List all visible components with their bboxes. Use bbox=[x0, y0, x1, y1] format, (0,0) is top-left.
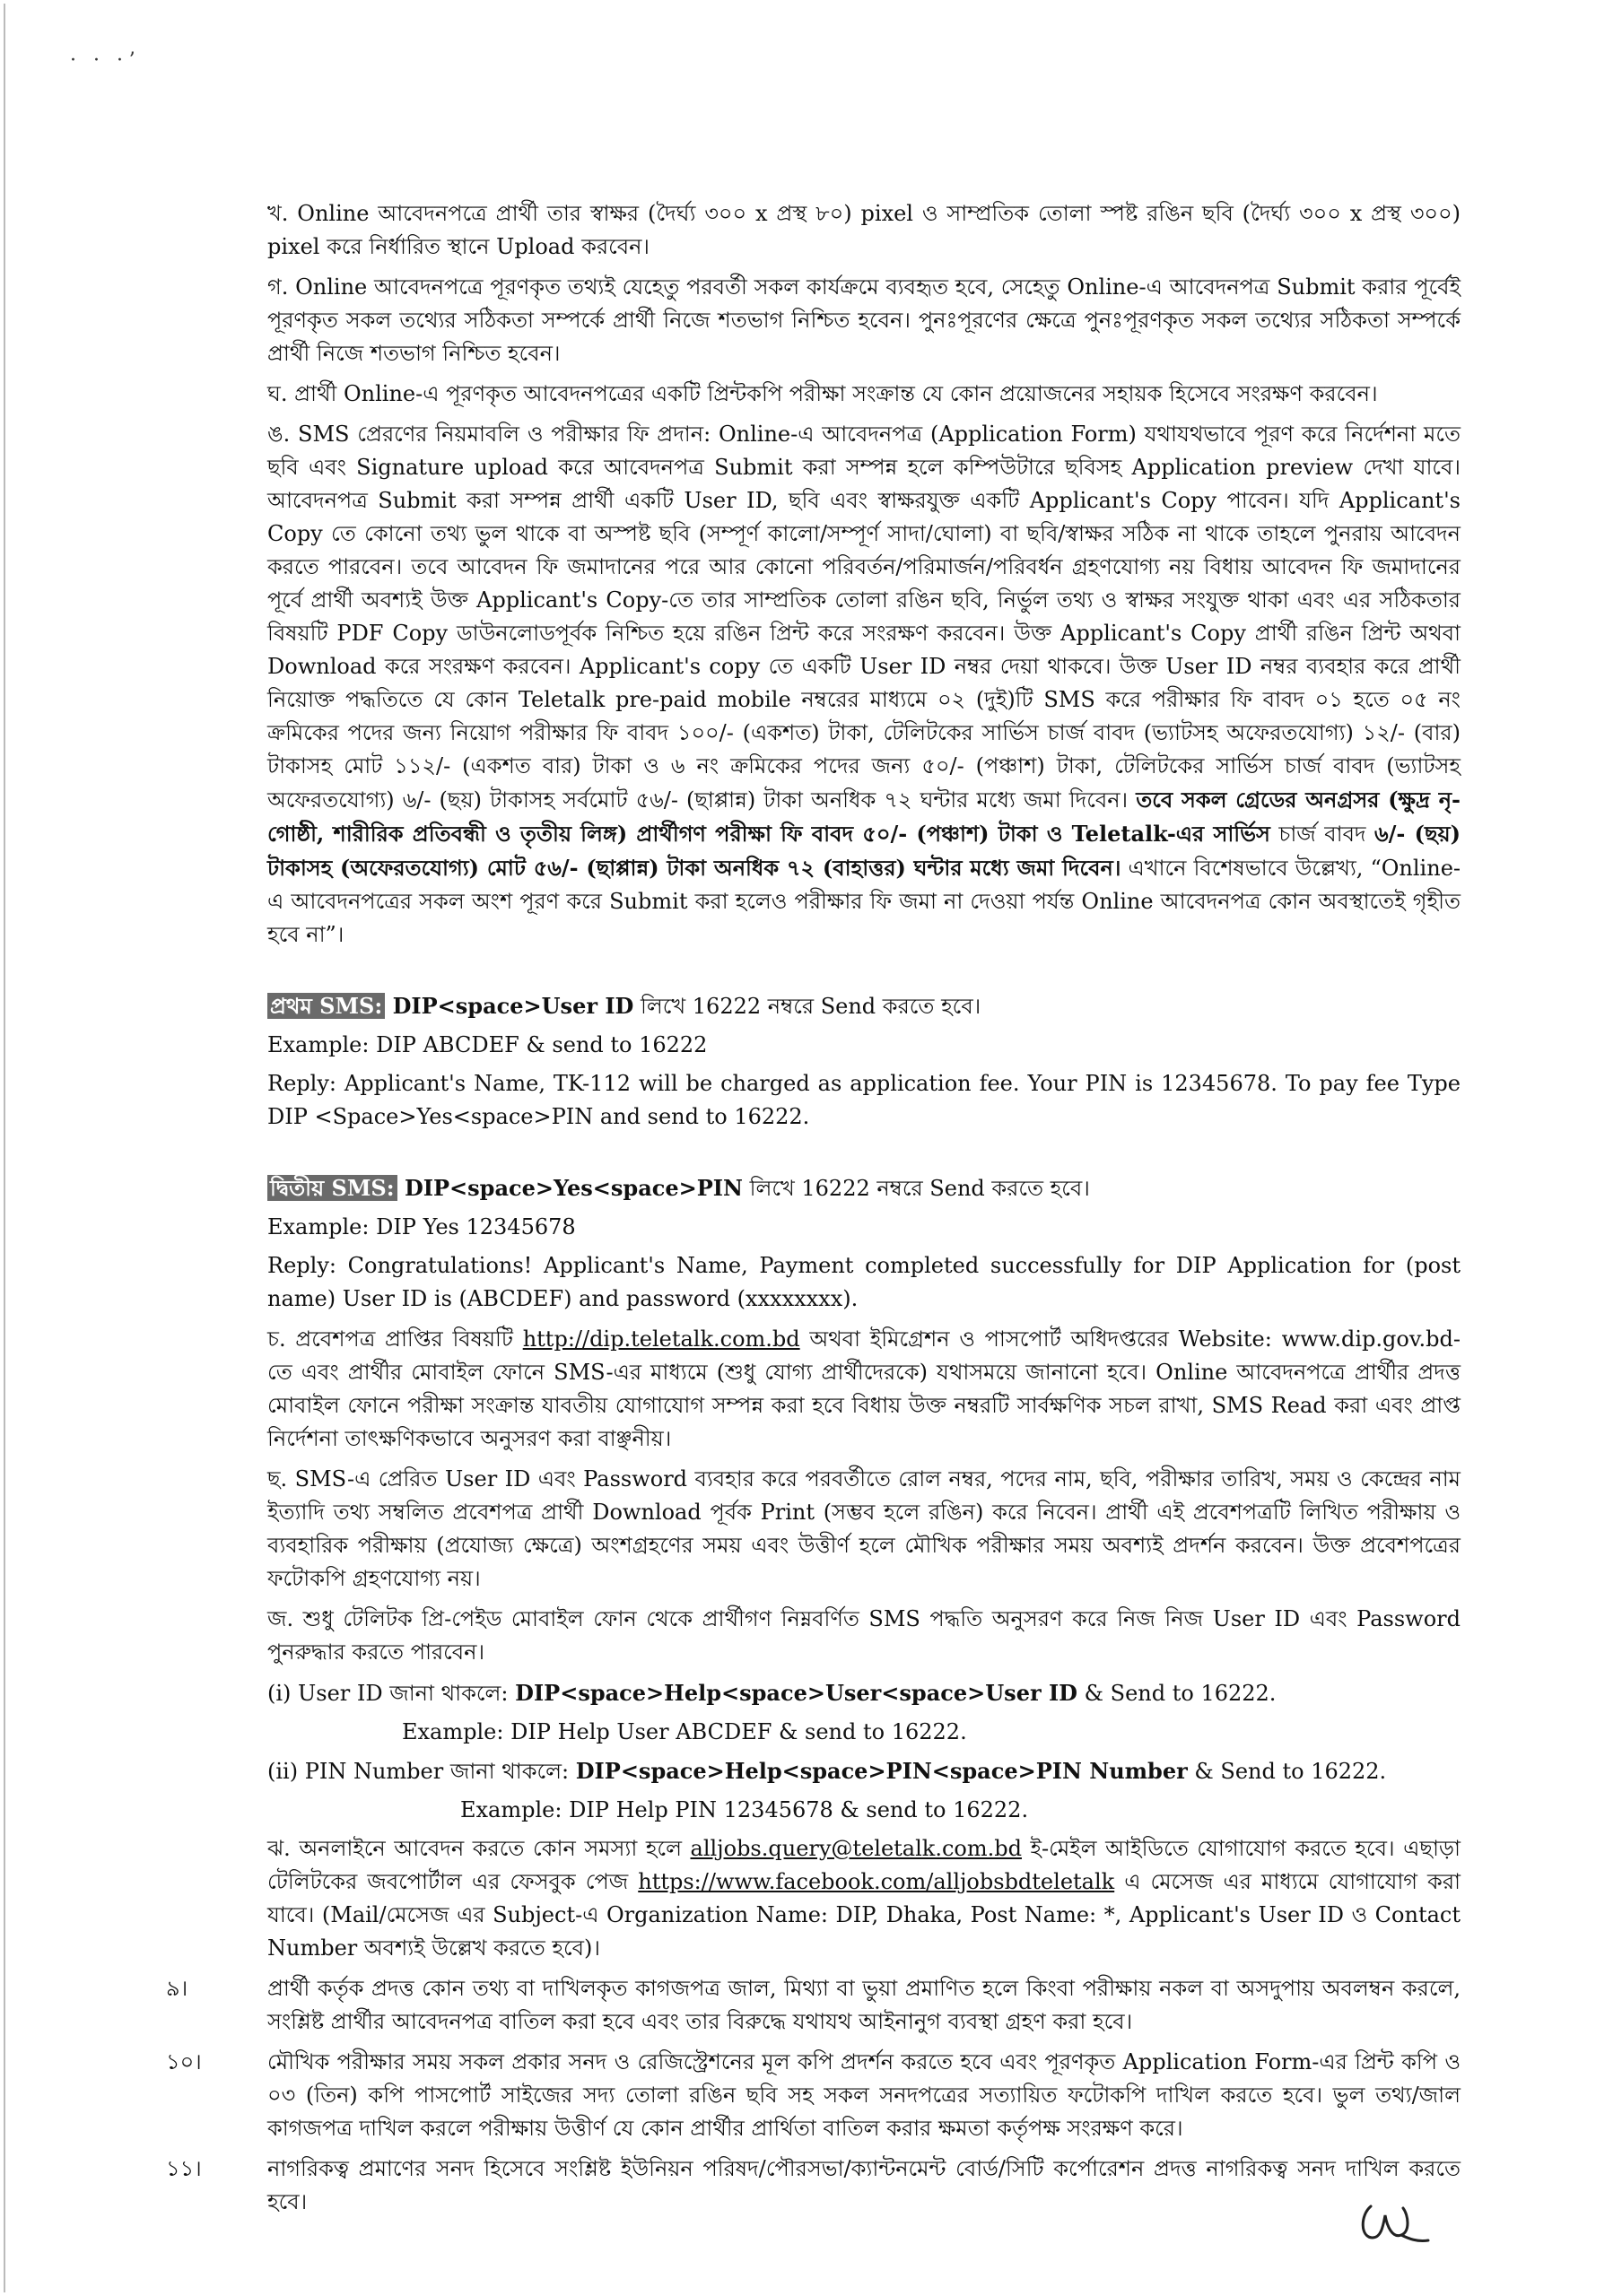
recover-pin-example: Example: DIP Help PIN 12345678 & send to 16222. bbox=[460, 1797, 1029, 1822]
para-cha-post: অথবা ইমিগ্রেশন ও পাসপোর্ট অধিদপ্তরের Website: www.dip.gov.bd- তে এবং প্রার্থীর মোবাইল ফোনে SMS-এর মাধ্যমে (শুধু যোগ্য প্রার্থীদেরকে) যথাসময়ে জানানো হবে। Online আবেদনপত্রে প্রার্থীর প্রদত্ত মোবাইল ফোনে পরীক্ষা সংক্রান্ত যাবতীয় যোগাযোগ সম্পন্ন করা হবে বিধায় উক্ত নম্বরটি সার্বক্ষণিক সচল রাখা, SMS Read করা এবং প্রাপ্ত নির্দেশনা তাৎক্ষণিকভাবে অনুসরণ করা বাঞ্ছনীয়। bbox=[267, 1326, 1461, 1451]
facebook-link[interactable]: https://www.facebook.com/alljobsbdteletalk bbox=[638, 1869, 1115, 1894]
recover-userid-post: & Send to 16222. bbox=[1077, 1681, 1277, 1706]
para-cha bbox=[267, 1323, 1461, 1456]
para-cha-pre: চ. প্রবেশপত্র প্রাপ্তির বিষয়টি bbox=[267, 1326, 523, 1352]
recover-pin bbox=[267, 1754, 1461, 1788]
item-text: নাগরিকত্ব প্রমাণের সনদ হিসেবে সংশ্লিষ্ট ইউনিয়ন পরিষদ/পৌরসভা/ক্যান্টনমেন্ট বোর্ড/সিটি কর্পোরেশন প্রদত্ত নাগরিকত্ব সনদ দাখিল করতে হবে। bbox=[267, 2156, 1461, 2214]
para-kha: খ. Online আবেদনপত্রে প্রার্থী তার স্বাক্ষর (দৈর্ঘ্য ৩০০ x প্রস্থ ৮০) pixel ও সাম্প্রতিক তোলা স্পষ্ট রঙিন ছবি (দৈর্ঘ্য ৩০০ x প্রস্থ ৩০০) pixel করে নির্ধারিত স্থানে Upload করবেন। bbox=[267, 201, 1461, 259]
recover-pin-cmd: DIP<space>Help<space>PIN<space>PIN Number bbox=[575, 1758, 1188, 1784]
numbered-item-10 bbox=[166, 2046, 1461, 2145]
para-uma-text: ঙ. SMS প্রেরণের নিয়মাবলি ও পরীক্ষার ফি প্রদান: Online-এ আবেদনপত্র (Application Form) যথাযথভাবে পূরণ করে নির্দেশনা মতে ছবি এবং Signature upload করে আবেদনপত্র Submit করা সম্পন্ন হলে কম্পিউটারে ছবিসহ Application preview দেখা যাবে। আবেদনপত্র Submit করা সম্পন্ন প্রার্থী একটি User ID, ছবি এবং স্বাক্ষরযুক্ত একটি Applicant's Copy পাবেন। যদি Applicant's Copy তে কোনো তথ্য ভুল থাকে বা অস্পষ্ট ছবি (সম্পূর্ণ কালো/সম্পূর্ণ সাদা/ঘোলা) বা ছবি/স্বাক্ষর সঠিক না থাকে তাহলে পুনরায় আবেদন করতে পারবেন। তবে আবেদন ফি জমাদানের পরে আর কোনো পরিবর্তন/পরিমার্জন/পরিবর্ধন গ্রহণযোগ্য নয় বিধায় আবেদন ফি জমাদানের পূর্বে প্রার্থী অবশ্যই উক্ত Applicant's Copy-তে তার সাম্প্রতিক তোলা রঙিন ছবি, নির্ভুল তথ্য ও স্বাক্ষর সংযুক্ত থাকা এবং এর সঠিকতার বিষয়টি PDF Copy ডাউনলোডপূর্বক নিশ্চিত হয়ে রঙিন প্রিন্ট করে সংরক্ষণ করবেন। উক্ত Applicant's Copy প্রার্থী রঙিন প্রিন্ট অথবা Download করে সংরক্ষণ করবেন। Applicant's copy তে একটি User ID নম্বর দেয়া থাকবে। উক্ত User ID নম্বর ব্যবহার করে প্রার্থী নিয়োক্ত পদ্ধতিতে যে কোন Teletalk pre-paid mobile নম্বরের মাধ্যমে ০২ (দুই)টি SMS করে পরীক্ষার ফি বাবদ ০১ হতে ০৫ নং ক্রমিকের পদের জন্য নিয়োগ পরীক্ষার ফি বাবদ ১০০/- (একশত) টাকা, টেলিটকের সার্ভিস চার্জ বাবদ (ভ্যাটসহ অফেরতযোগ্য) ১২/- (বার) টাকাসহ মোট ১১২/- (একশত বার) টাকা ও ৬ নং ক্রমিকের পদের জন্য ৫০/- (পঞ্চাশ) টাকা, টেলিটকের সার্ভিস চার্জ বাবদ (ভ্যাটসহ অফেরতযোগ্য) ৬/- (ছয়) টাকাসহ সর্বমোট ৫৬/- (ছাপ্পান্ন) টাকা অনধিক ৭২ ঘন্টার মধ্যে জমা দিবেন। bbox=[267, 422, 1461, 813]
sms2-reply: Reply: Congratulations! Applicant's Name, Payment completed successfully for DIP Application for (post name) User ID is (ABCDEF) and password (xxxxxxxx). bbox=[267, 1253, 1461, 1311]
sms1-rest: লিখে 16222 নম্বরে Send করতে হবে। bbox=[633, 994, 981, 1019]
para-jha-pre: ঝ. অনলাইনে আবেদন করতে কোন সমস্যা হলে bbox=[267, 1836, 691, 1861]
sms1-instruction bbox=[267, 989, 1461, 1023]
para-chha: ছ. SMS-এ প্রেরিত User ID এবং Password ব্যবহার করে পরবর্তীতে রোল নম্বর, পদের নাম, ছবি, পরীক্ষার তারিখ, সময় ও কেন্দ্রের নাম ইত্যাদি তথ্য সম্বলিত প্রবেশপত্র প্রার্থী Download পূর্বক Print (সম্ভব হলে রঙিন) করে নিবেন। প্রার্থী এই প্রবেশপত্রটি লিখিত পরীক্ষায় ও ব্যবহারিক পরীক্ষায় (প্রযোজ্য ক্ষেত্রে) অংশগ্রহণের সময় এবং উত্তীর্ণ হলে মৌখিক পরীক্ষার সময় অবশ্যই প্রদর্শন করবেন। উক্ত প্রবেশপত্রের ফটোকপি গ্রহণযোগ্য নয়। bbox=[267, 1466, 1461, 1591]
email-link[interactable]: alljobs.query@teletalk.com.bd bbox=[690, 1836, 1022, 1861]
item-text: মৌখিক পরীক্ষার সময় সকল প্রকার সনদ ও রেজিস্ট্রেশনের মূল কপি প্রদর্শন করতে হবে এবং পূরণকৃত Application Form-এর প্রিন্ট কপি ও ০৩ (তিন) কপি পাসপোর্ট সাইজের সদ্য তোলা রঙিন ছবি সহ সকল সনদপত্রের সত্যায়িত ফটোকপি দাখিল করতে হবে। ভুল তথ্য/জাল কাগজপত্র দাখিল করলে পরীক্ষায় উত্তীর্ণ যে কোন প্রার্থীর প্রার্থিতা বাতিল করার ক্ষমতা কর্তৃপক্ষ সংরক্ষণ করে। bbox=[267, 2049, 1461, 2141]
sms1-example: Example: DIP ABCDEF & send to 16222 bbox=[267, 1032, 708, 1057]
sms1-tag: প্রথম SMS: bbox=[267, 993, 385, 1019]
sms2-command: DIP<space>Yes<space>PIN bbox=[397, 1175, 743, 1201]
recover-userid-example: Example: DIP Help User ABCDEF & send to 16222. bbox=[402, 1719, 967, 1744]
numbered-item-11 bbox=[166, 2152, 1461, 2219]
para-uma-bold-1: তবে সকল গ্রেডের অনগ্রসর (ক্ষুদ্র নৃ-গোষ্ঠী, শারীরিক প্রতিবন্ধী ও তৃতীয় লিঙ্গ) প্রার্থীগণ পরীক্ষা ফি বাবদ ৫০/- (পঞ্চাশ) টাকা ও Teletalk-এর সার্ভিস bbox=[267, 787, 1461, 847]
sms2-example: Example: DIP Yes 12345678 bbox=[267, 1214, 576, 1239]
sms2-rest: লিখে 16222 নম্বরে Send করতে হবে। bbox=[742, 1176, 1090, 1201]
dip-teletalk-link[interactable]: http://dip.teletalk.com.bd bbox=[522, 1326, 800, 1352]
para-uma-end: এখানে বিশেষভাবে উল্লেখ্য, “Online-এ আবেদনপত্রের সকল অংশ পূরণ করে Submit করা হলেও পরীক্ষার ফি জমা না দেওয়া পর্যন্ত Online আবেদনপত্র কোন অবস্থাতেই গৃহীত হবে না”। bbox=[267, 856, 1461, 947]
para-ga: গ. Online আবেদনপত্রে পূরণকৃত তথ্যই যেহেতু পরবর্তী সকল কার্যক্রমে ব্যবহৃত হবে, সেহেতু Online-এ আবেদনপত্র Submit করার পূর্বেই পূরণকৃত সকল তথ্যের সঠিকতা সম্পর্কে প্রার্থী নিজে শতভাগ নিশ্চিত হবেন। পুনঃপূরণের ক্ষেত্রে পুনঃপূরণকৃত সকল তথ্যের সঠিকতা সম্পর্কে প্রার্থী নিজে শতভাগ নিশ্চিত হবেন। bbox=[267, 274, 1461, 366]
stray-marks: · · ·ʼ bbox=[70, 49, 140, 72]
sms2-instruction bbox=[267, 1171, 1461, 1205]
numbered-item-9 bbox=[166, 1972, 1461, 2039]
document-body bbox=[166, 197, 1461, 2226]
recover-pin-post: & Send to 16222. bbox=[1187, 1759, 1387, 1784]
recover-pin-pre: (ii) PIN Number জানা থাকলে: bbox=[267, 1759, 576, 1784]
sms2-tag: দ্বিতীয় SMS: bbox=[267, 1175, 397, 1201]
handwritten-signature bbox=[1355, 2188, 1435, 2264]
para-uma-mid: চার্জ বাবদ bbox=[1269, 822, 1375, 847]
para-jha-mid: ই-মেইল আইডিতে যোগাযোগ করতে হবে। এছাড়া টেলিটকের জবপোর্টাল এর ফেসবুক পেজ bbox=[267, 1836, 1461, 1894]
recover-userid-cmd: DIP<space>Help<space>User<space>User ID bbox=[515, 1680, 1077, 1706]
para-jha-post: এ মেসেজ এর মাধ্যমে যোগাযোগ করা যাবে। (Mail/মেসেজ এর Subject-এ Organization Name: DIP, Dhaka, Post Name: *, Applicant's User ID ও Contact Number অবশ্যই উল্লেখ করতে হবে)। bbox=[267, 1869, 1461, 1961]
para-jha bbox=[267, 1832, 1461, 1965]
sms1-command: DIP<space>User ID bbox=[385, 993, 634, 1019]
para-uma-bold-2: ৬/- (ছয়) টাকাসহ (অফেরতযোগ্য) মোট ৫৬/- (ছাপ্পান্ন) টাকা অনধিক ৭২ (বাহাত্তর) ঘন্টার মধ্যে জমা দিবেন। bbox=[267, 821, 1461, 881]
item-number: ১০। bbox=[166, 2049, 202, 2074]
item-number: ১১। bbox=[166, 2156, 202, 2181]
item-text: প্রার্থী কর্তৃক প্রদত্ত কোন তথ্য বা দাখিলকৃত কাগজপত্র জাল, মিথ্যা বা ভুয়া প্রমাণিত হলে কিংবা পরীক্ষায় নকল বা অসদুপায় অবলম্বন করলে, সংশ্লিষ্ট প্রার্থীর আবেদনপত্র বাতিল করা হবে এবং তার বিরুদ্ধে যথাযথ আইনানুগ ব্যবস্থা গ্রহণ করা হবে। bbox=[267, 1976, 1461, 2034]
para-ja: জ. শুধু টেলিটক প্রি-পেইড মোবাইল ফোন থেকে প্রার্থীগণ নিম্নবর্ণিত SMS পদ্ধতি অনুসরণ করে নিজ নিজ User ID এবং Password পুনরুদ্ধার করতে পারবেন। bbox=[267, 1606, 1461, 1665]
signature-mark bbox=[1355, 2188, 1435, 2251]
para-gha: ঘ. প্রার্থী Online-এ পূরণকৃত আবেদনপত্রের একটি প্রিন্টকপি পরীক্ষা সংক্রান্ত যে কোন প্রয়োজনের সহায়ক হিসেবে সংরক্ষণ করবেন। bbox=[267, 381, 1378, 406]
para-uma bbox=[267, 418, 1461, 952]
item-number: ৯। bbox=[166, 1976, 188, 2001]
recover-userid bbox=[267, 1676, 1461, 1710]
recover-userid-pre: (i) User ID জানা থাকলে: bbox=[267, 1681, 516, 1706]
sms1-reply: Reply: Applicant's Name, TK-112 will be charged as application fee. Your PIN is 12345678. To pay fee Type DIP <Space>Yes<space>PIN and send to 16222. bbox=[267, 1071, 1461, 1129]
